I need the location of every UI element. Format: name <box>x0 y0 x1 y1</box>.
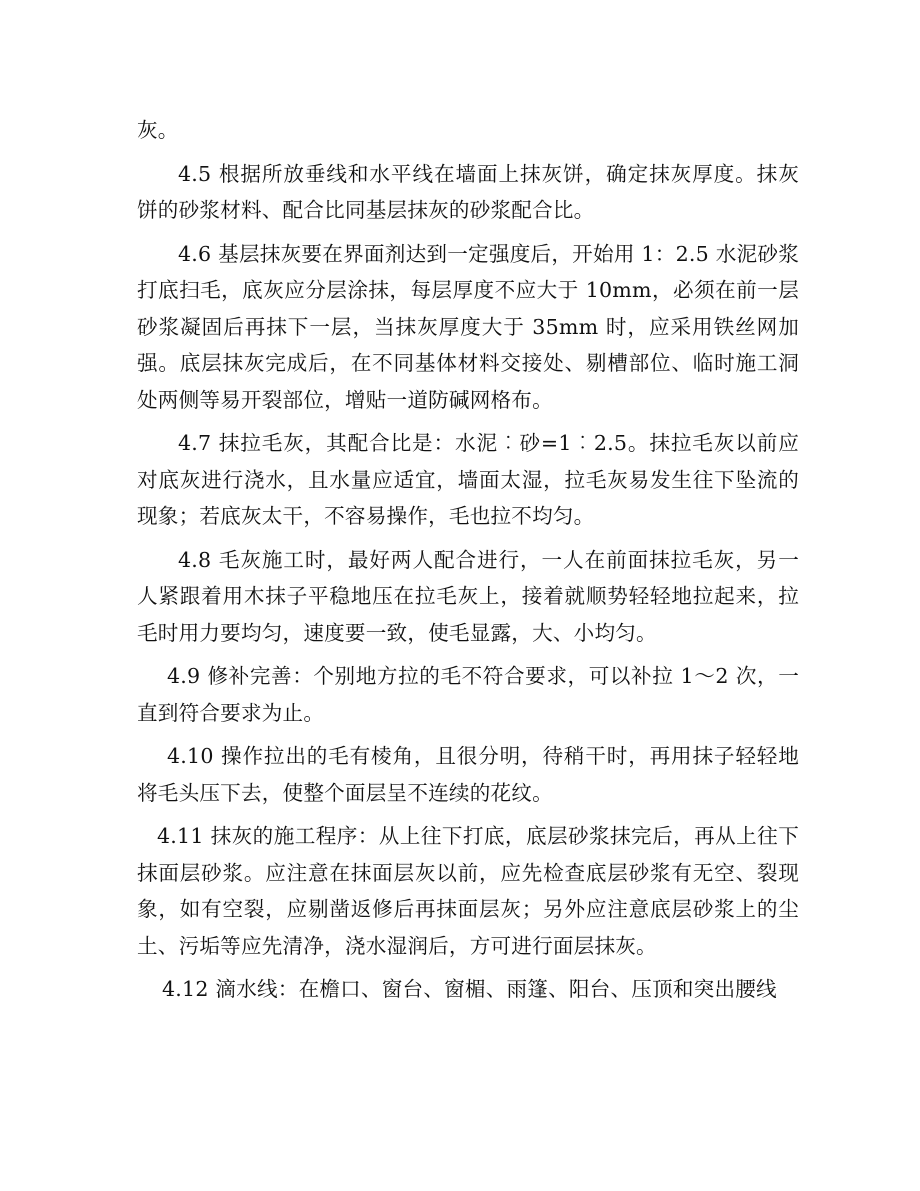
paragraph-4-12: 4.12 滴水线：在檐口、窗台、窗楣、雨篷、阳台、压顶和突出腰线 <box>162 977 777 1001</box>
paragraph-4-8: 4.8 毛灰施工时，最好两人配合进行，一人在前面抹拉毛灰，另一人紧跟着用木抹子平稳地压在拉毛灰上，接着就顺势轻轻地拉起来，拉毛时用力要均匀，速度要一致，使毛显露，大、小均匀。 <box>137 547 799 645</box>
paragraph-4-7: 4.7 抹拉毛灰，其配合比是：水泥︰砂=1︰2.5。抹拉毛灰以前应对底灰进行浇水，且水量应适宜，墙面太湿，拉毛灰易发生往下坠流的现象；若底灰太干，不容易操作，毛也拉不均匀。 <box>137 431 799 528</box>
paragraph-4-10: 4.10 操作拉出的毛有棱角，且很分明，待稍干时，再用抹子轻轻地将毛头压下去，使整个面层呈不连续的花纹。 <box>137 744 799 805</box>
paragraph-4-6: 4.6 基层抹灰要在界面剂达到一定强度后，开始用 1：2.5 水泥砂浆打底扫毛，底灰应分层涂抹，每层厚度不应大于 10mm，必须在前一层砂浆凝固后再抹下一层，当抹灰厚度大于 35mm 时，应采用铁丝网加强。底层抹灰完成后，在不同基体材料交接处、剔槽部位、临时施工洞处两侧等易开裂部位，增贴一道防碱网格布。 <box>137 241 799 412</box>
document-body <box>137 112 799 1015</box>
paragraph-4-11: 4.11 抹灰的施工程序：从上往下打底，底层砂浆抹完后，再从上往下抹面层砂浆。应注意在抹面层灰以前，应先检查底层砂浆有无空、裂现象，如有空裂，应剔凿返修后再抹面层灰；另外应注意底层砂浆上的尘土、污垢等应先清净，浇水湿润后，方可进行面层抹灰。 <box>137 824 799 958</box>
paragraph-continuation: 灰。 <box>137 118 179 142</box>
paragraph-4-9: 4.9 修补完善：个别地方拉的毛不符合要求，可以补拉 1～2 次，一直到符合要求为止。 <box>137 664 799 725</box>
paragraph-4-5: 4.5 根据所放垂线和水平线在墙面上抹灰饼，确定抹灰厚度。抹灰饼的砂浆材料、配合比同基层抹灰的砂浆配合比。 <box>137 161 799 222</box>
